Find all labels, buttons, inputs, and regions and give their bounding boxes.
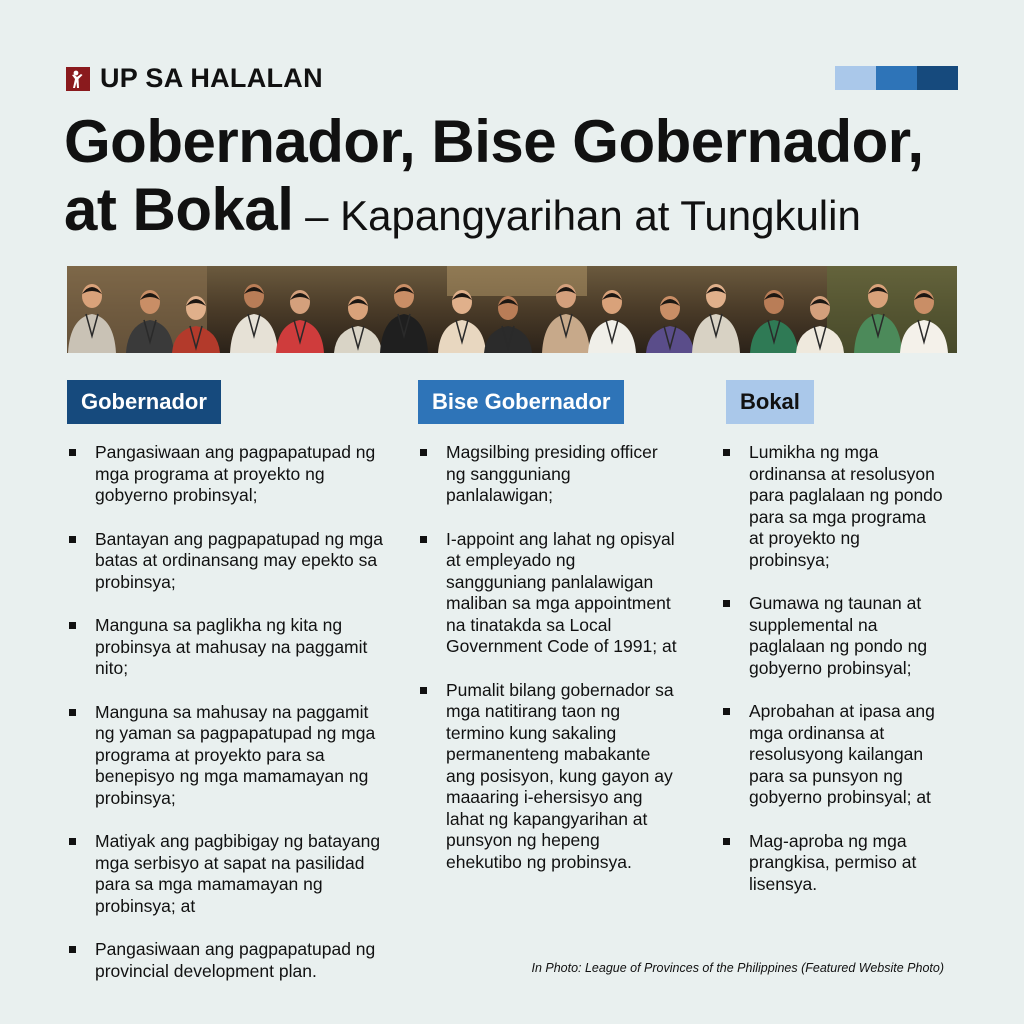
column-bokal — [721, 380, 943, 894]
brand — [66, 63, 323, 94]
column-header-gobernador: Gobernador — [67, 380, 221, 424]
bullet-icon — [69, 536, 76, 543]
list-item-text: Manguna sa paglikha ng kita ng probinsya at mahusay na paggamit nito; — [95, 615, 368, 678]
bokal-duties-list — [721, 442, 943, 917]
list-item-text: Pangasiwaan ang pagpapatupad ng mga programa at proyekto ng gobyerno probinsyal; — [95, 442, 376, 505]
bullet-icon — [723, 708, 730, 715]
list-item-text: Pangasiwaan ang pagpapatupad ng provincial development plan. — [95, 939, 376, 981]
column-header-bokal: Bokal — [726, 380, 814, 424]
bullet-icon — [69, 946, 76, 953]
list-item — [418, 680, 680, 874]
stripe-mid — [876, 66, 917, 90]
bullet-icon — [723, 600, 730, 607]
stripe-light — [835, 66, 876, 90]
list-item-text: Matiyak ang pagbibigay ng batayang mga serbisyo at sapat na pasilidad para sa mga mamamayan ng probinsya; at — [95, 831, 381, 916]
list-item-text: Manguna sa mahusay na paggamit ng yaman sa pagpapatupad ng mga programa at proyekto para sa benepisyo ng mga mamamayan ng probinsya; — [95, 701, 376, 808]
list-item-text: Lumikha ng mga ordinansa at resolusyon para paglalaan ng pondo para sa mga programa at proyekto ng probinsya; — [749, 442, 943, 570]
stripe-dark — [917, 66, 958, 90]
photo-credit: In Photo: League of Provinces of the Philippines (Featured Website Photo) — [531, 961, 944, 975]
bullet-icon — [420, 536, 427, 543]
list-item — [721, 831, 943, 896]
bullet-icon — [723, 838, 730, 845]
bullet-icon — [69, 838, 76, 845]
color-stripes — [835, 66, 958, 90]
bullet-icon — [723, 449, 730, 456]
title-line-2-rest: – Kapangyarihan at Tungkulin — [293, 192, 861, 239]
title-line-1: Gobernador, Bise Gobernador, — [64, 108, 924, 175]
list-item — [721, 442, 943, 571]
list-item — [67, 831, 392, 917]
up-oblation-logo-icon — [66, 67, 90, 91]
list-item — [418, 529, 680, 658]
list-item-text: Magsilbing presiding officer ng sangguniang panlalawigan; — [446, 442, 658, 505]
list-item — [67, 529, 392, 594]
list-item — [67, 702, 392, 810]
list-item-text: Bantayan ang pagpapatupad ng mga batas at ordinansang may epekto sa probinsya; — [95, 528, 384, 592]
group-photo — [67, 266, 957, 353]
column-bise-gobernador — [418, 380, 680, 872]
list-item — [67, 939, 392, 982]
list-item — [418, 442, 680, 507]
list-item — [721, 701, 943, 809]
list-item-text: Pumalit bilang gobernador sa mga natitirang taon ng termino kung sakaling permanenteng mabakante ang posisyon, kung gayon ay maaaring i-ehersisyo ang lahat ng kapangyarihan at punsyon ng hepeng ehekutibo ng probinsya. — [446, 679, 674, 872]
list-item-text: Gumawa ng taunan at supplemental na paglalaan ng pondo ng gobyerno probinsyal; — [749, 593, 928, 678]
bullet-icon — [420, 449, 427, 456]
list-item — [67, 442, 392, 507]
list-item-text: Aprobahan at ipasa ang mga ordinansa at resolusyong kailangan para sa punsyon ng gobyerno probinsyal; at — [749, 701, 935, 807]
bullet-icon — [69, 709, 76, 716]
list-item-text: I-appoint ang lahat ng opisyal at empleyado ng sangguniang panlalawigan maliban sa mga appointment na tinatakda sa Local Government Code of 1991; at — [446, 528, 677, 656]
bullet-icon — [420, 687, 427, 694]
column-gobernador — [67, 380, 392, 981]
gobernador-duties-list — [67, 442, 392, 1004]
group-photo-illustration — [67, 266, 957, 353]
list-item — [721, 593, 943, 679]
bullet-icon — [69, 449, 76, 456]
title-line-2-bold: at Bokal — [64, 176, 294, 243]
page-title — [64, 108, 964, 253]
brand-name: UP SA HALALAN — [100, 63, 323, 93]
bullet-icon — [69, 622, 76, 629]
column-header-bise-gobernador: Bise Gobernador — [418, 380, 624, 424]
bise-gobernador-duties-list — [418, 442, 680, 895]
list-item — [67, 615, 392, 680]
list-item-text: Mag-aproba ng mga prangkisa, permiso at lisensya. — [749, 830, 917, 894]
